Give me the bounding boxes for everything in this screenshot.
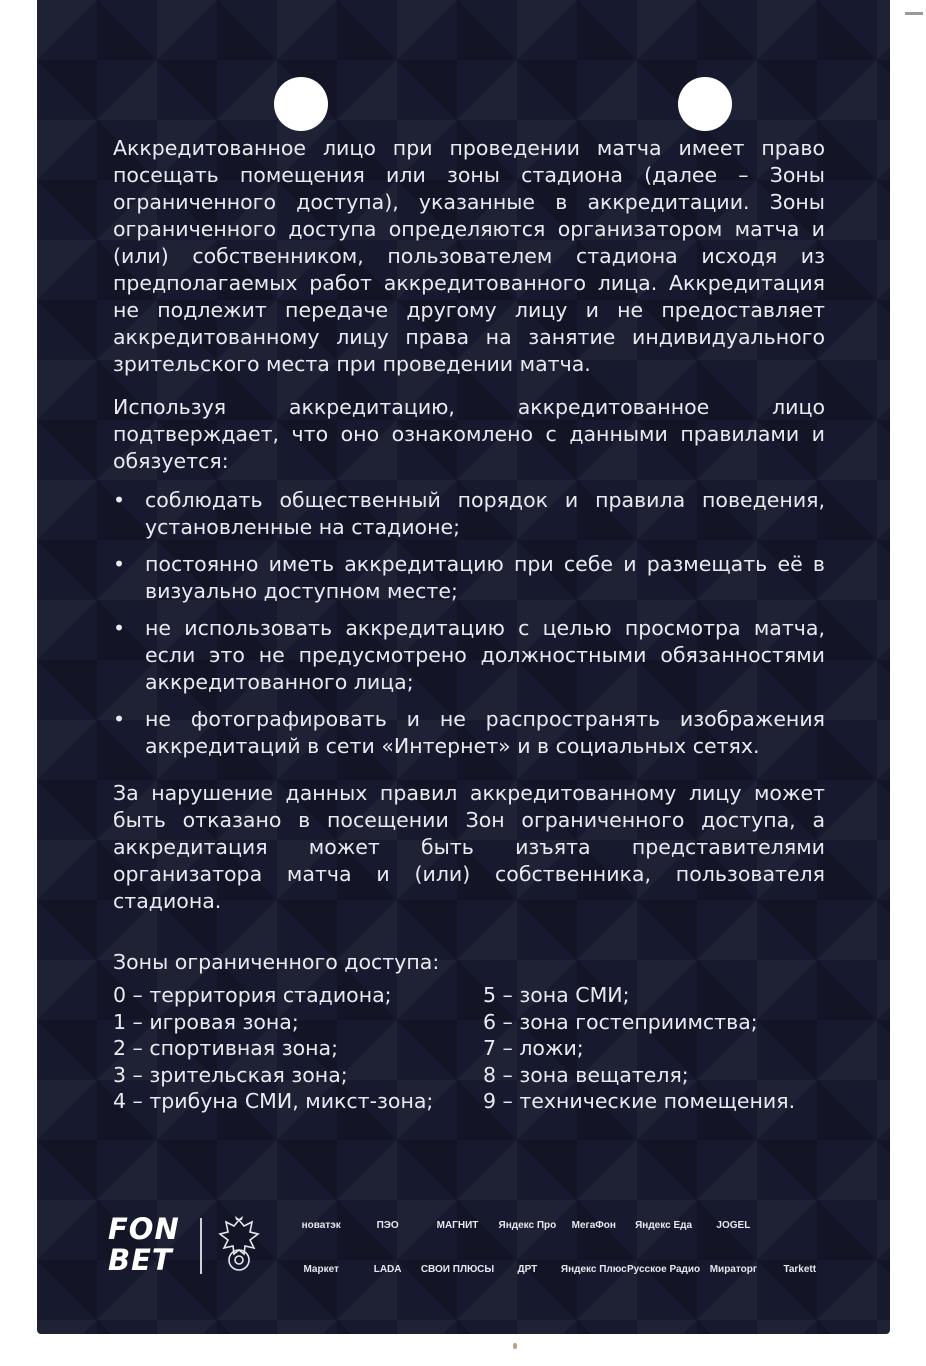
zone-item: 5 – зона СМИ; (483, 983, 630, 1007)
rules-paragraph-3: За нарушение данных правил аккредитованному лицу может быть отказано в посещении Зон ограниченного доступа, а аккредитация может быть изъята представителями организатора матча и (или) собственника, пользователя стадиона. (113, 781, 825, 913)
lanyard-hole-right (678, 77, 732, 131)
sponsor-logos (288, 1212, 833, 1282)
zones-title: Зоны ограниченного доступа: (113, 950, 440, 974)
sponsor-logo: новатэк (301, 1219, 341, 1231)
zone-item: 1 – игровая зона; (113, 1009, 299, 1034)
sponsor-logo: МАГНИТ (436, 1219, 479, 1231)
zone-item: 4 – трибуна СМИ, микст-зона; (113, 1089, 434, 1113)
sponsor-logo: Яндекс Еда (635, 1219, 693, 1231)
zone-item: 7 – ложи; (483, 1036, 584, 1060)
scan-dust-speck (513, 1343, 517, 1349)
bullet-icon: • (113, 552, 126, 576)
sponsor-logo: Мираторг (709, 1263, 758, 1275)
zone-item: 6 – зона гостеприимства; (483, 1009, 758, 1034)
sponsor-logo: Яндекс Про (498, 1219, 557, 1231)
bullet-icon: • (113, 488, 126, 512)
sponsor-logo: LADA (373, 1263, 402, 1275)
obligations-list (113, 487, 825, 760)
bullet-icon: • (113, 707, 126, 731)
zone-item: 3 – зрительская зона; (113, 1062, 348, 1087)
sponsor-logo: Яндекс Плюс (560, 1263, 627, 1275)
sponsor-logo: JOGEL (716, 1219, 751, 1231)
list-item: • не использовать аккредитацию с целью просмотра матча, если это не предусмотрено должностными обязанностями аккредитованного лица; (113, 616, 825, 694)
logo-divider (200, 1218, 202, 1274)
zone-item: 8 – зона вещателя; (483, 1062, 689, 1087)
list-item: • не фотографировать и не распространять изображения аккредитаций в сети «Интернет» и в социальных сетях. (113, 707, 825, 758)
sponsor-logo: СВОИ ПЛЮСЫ (420, 1263, 495, 1275)
scan-edge-mark (905, 12, 923, 15)
zone-item: 2 – спортивная зона; (113, 1036, 339, 1060)
rfs-emblem-icon (216, 1214, 262, 1276)
sponsor-logo: Русское Радио (627, 1263, 701, 1275)
list-item: • постоянно иметь аккредитацию при себе и размещать её в визуально доступном месте; (113, 552, 825, 603)
rules-paragraph-2: Используя аккредитацию, аккредитованное лицо подтверждает, что оно ознакомлено с данными правилами и обязуется: (113, 395, 825, 473)
rules-paragraph-1: Аккредитованное лицо при проведении матча имеет право посещать помещения или зоны стадиона (далее – Зоны ограниченного доступа), указанные в аккредитации. Зоны ограниченного доступа определяются организатором матча и (или) собственником, пользователем стадиона исходя из предполагаемых работ аккредитованного лица. Аккредитация не подлежит передаче другому лицу и не предоставляет аккредитованному лицу права на занятие индивидуального зрительского места при проведении матча. (113, 136, 825, 376)
fonbet-logo: FON BET (108, 1212, 180, 1277)
rules-text (113, 135, 825, 1115)
sponsor-logo: Маркет (303, 1263, 339, 1275)
zone-item: 0 – территория стадиона; (113, 983, 392, 1007)
zones-list (113, 982, 825, 1115)
sponsor-logo: ПЭО (376, 1219, 399, 1231)
lanyard-hole-left (274, 77, 328, 131)
sponsor-logo: МегаФон (571, 1219, 616, 1231)
sponsors-footer (108, 1212, 838, 1282)
bullet-icon: • (113, 616, 126, 640)
list-item: • соблюдать общественный порядок и правила поведения, установленные на стадионе; (113, 488, 825, 539)
sponsor-logo: ДРТ (517, 1263, 538, 1275)
zone-item: 9 – технические помещения. (483, 1089, 796, 1113)
sponsor-logo: Tarkett (783, 1263, 817, 1275)
